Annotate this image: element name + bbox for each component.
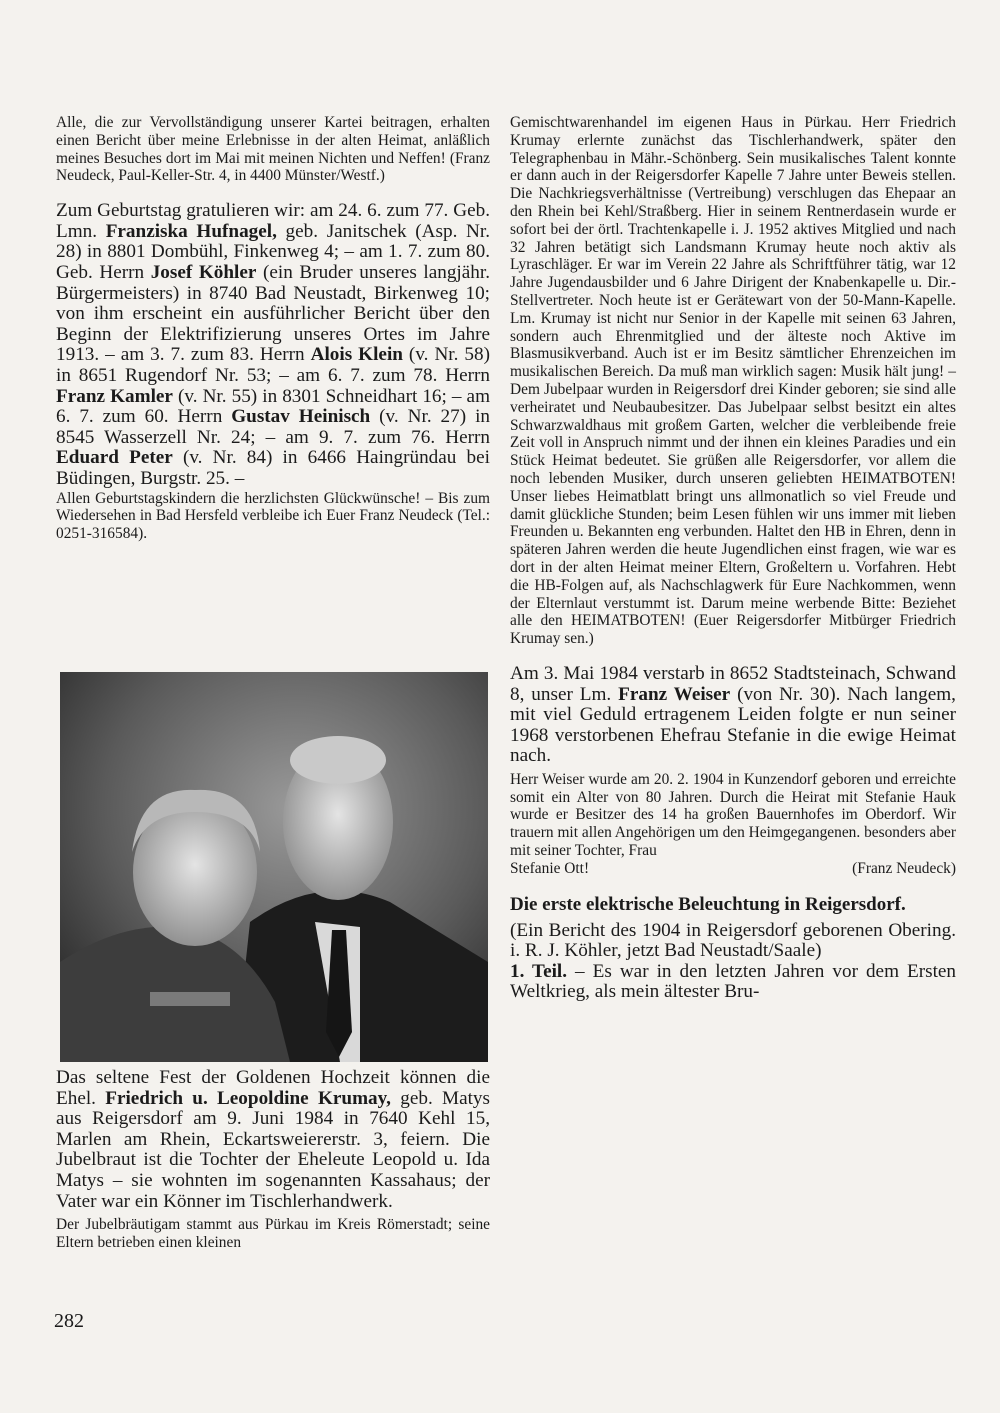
birthday-text: (v. Nr. 58) in 8651 Rugendorf Nr. 53; – am 6. 7. zum 78. Herrn [56,344,490,386]
birthday-name: Franziska Hufnagel, [105,220,277,242]
article-part-one [510,962,956,1003]
birthday-name: Eduard Peter [56,447,173,469]
caption-small-paragraph: Der Jubelbräutigam stammt aus Pürkau im Kreis Römerstadt; seine Eltern betrieben einen kleinen [56,1216,490,1251]
birthday-text: (v. Nr. 84) in 6466 Haingründau bei Büdingen, Burgstr. 25. – [56,447,490,489]
obituary-signature: (Franz Neudeck) [852,859,956,877]
article-heading: Die erste elektrische Beleuchtung in Reigersdorf. [510,893,906,915]
couple-photo-image [60,672,488,1062]
krumay-continuation: Gemischtwarenhandel im eigenen Haus in Pürkau. Herr Friedrich Krumay erlernte zunächst das Tischlerhandwerk, später den Telegraphenbau in Mähr.-Schönberg. Sein musikalisches Talent konnte er dann auch in der Reigersdorfer Kapelle 7 Jahre unter Beweis stellen. Die Nachkriegsverhältnisse (Vertreibung) verschlugen das Ehepaar an den Rhein bei Kehl/Straßberg. Hier in seinem Rentnerdasein wurde er sofort bei der örtl. Trachtenkapelle i. J. 1952 aktives Mitglied und nach 32 Jahren betätigt sich Landsmann Krumay heute noch aktiv als Lyraschläger. Er war im Verein 22 Jahre als Schriftführer tätig, war 12 Jahre Jugendausbilder und 6 Jahre Dirigent der Knabenkapelle u. Dir.-Stellvertreter. Noch heute ist er Gerätewart von der 50-Mann-Kapelle. Lm. Krumay ist nicht nur Senior in der Kapelle mit seinen 63 Jahren, sondern auch Ehrenmitglied und der älteste noch Aktive im Blasmusikverband. Auch ist er im Besitz sämtlicher Ehrenzeichen im musikalischen Bereich. Da muß man wirklich sagen: Musik hält jung! – Dem Jubelpaar wurden in Reigersdorf drei Kinder geboren; sie sind alle verheiratet und Neubaubesitzer. Das Jubelpaar selbst besitzt ein altes Schwarzwaldhaus mit großem Garten, welcher die verbleibende freie Zeit voll in Anspruch nimmt und der ihnen ein kleines Paradies und ein Stück Heimat bedeutet. Sie grüßen alle Reigersdorfer, vor allem die noch lebenden Musiker, durch unseren geliebten HEIMATBOTEN! Unser liebes Heimatblatt bringt uns allmonatlich so viel Freude und damit glückliche Stunden; beim Lesen fühlen wir uns immer mit lieben Freunden u. Bekannten eng verbunden. Haltet den HB in Ehren, denn in späteren Jahren werden die heute Jugendlichen einst fragen, wie war es dort in der alten Heimat meiner Eltern, Großeltern u. Vorfahren. Hebt die HB-Folgen auf, als Nachschlagwerk für Eure Nachkommen, wenn der Elternlaut verstummt ist. Darum meine werbende Bitte: Beziehet alle den HEIMATBOTEN! (Euer Reigersdorfer Mitbürger Friedrich Krumay sen.) [510,114,956,648]
obituary-detail: Herr Weiser wurde am 20. 2. 1904 in Kunzendorf geboren und erreichte somit ein Alter von 80 Jahren. Durch die Heirat mit Stefanie Hauk wurde er Besitzer des 14 ha großen Bauernhofes im Oberdorf. Wir trauern mit allen Angehörigen um den Heimgegangenen. besonders aber mit seiner Tochter, Frau [510,770,956,860]
birthday-text: (v. Nr. 27) in 8545 Wasserzell Nr. 24; – am 9. 7. zum 76. Herrn [56,406,490,448]
right-column [510,114,956,1003]
birthday-name: Gustav Heinisch [231,406,371,428]
caption-paragraph [56,1068,490,1212]
closing-paragraph: Allen Geburtstagskindern die herzlichsten Glückwünsche! – Bis zum Wiedersehen in Bad Hersfeld verbleibe ich Euer Franz Neudeck (Tel.: 0251-316584). [56,489,490,543]
article-part-text: – Es war in den letzten Jahren vor dem Ersten Weltkrieg, als mein ältester Bru- [510,960,957,1003]
birthday-text: Zum Geburtstag gratulieren wir: am 24. 6. zum 77. Geb. Lmn. [56,200,490,242]
page-number: 282 [54,1310,84,1332]
birthday-text: (v. Nr. 55) in 8301 Schneidhart 16; – am 6. 7. zum 60. Herrn [56,385,490,428]
obituary-text: Am 3. Mai 1984 verstarb in 8652 Stadtsteinach, Schwand 8, unser Lm. [510,662,956,705]
couple-photo [60,672,488,1062]
obituary-signature-line [510,860,956,878]
caption-text: Das seltene Fest der Goldenen Hochzeit können die Ehel. [56,1067,490,1109]
birthday-paragraph [56,201,490,489]
article-part-label: 1. Teil. [510,960,568,982]
photo-caption [56,1068,490,1252]
obituary-text: (von Nr. 30). Nach langem, mit viel Geduld ertragenem Leiden folgte er nun seiner 1968 verstorbenen Ehefrau Stefanie in die ewige Heimat nach. [510,683,956,767]
intro-paragraph: Alle, die zur Vervollständigung unserer Kartei beitragen, erhalten einen Bericht über meine Erlebnisse in der alten Heimat, anläßlich meines Besuches dort im Mai mit meinen Nichten und Neffen! (Franz Neudeck, Paul-Keller-Str. 4, in 4400 Münster/Westf.) [56,114,490,185]
caption-text: geb. Matys aus Reigersdorf am 9. Juni 1984 in 7640 Kehl 15, Marlen am Rhein, Eckartsweiererstr. 3, feiern. Die Jubelbraut ist die Tochter der Eheleute Leopold u. Ida Matys – sie wohnten im sogenannten Kassahaus; der Vater war ein Könner im Tischlerhandwerk. [56,1087,490,1212]
obituary-paragraph [510,664,956,767]
birthday-name: Alois Klein [310,344,403,366]
birthday-text: geb. Janitschek (Asp. Nr. 28) in 8801 Dombühl, Finkenweg 4; – am 1. 7. zum 80. Geb. Herrn [56,220,490,283]
birthday-name: Franz Kamler [56,385,173,407]
birthday-name: Josef Köhler [150,261,257,283]
caption-names: Friedrich u. Leopoldine Krumay, [105,1087,391,1109]
left-column [56,114,490,543]
obituary-last-text: Stefanie Ott! [510,859,590,877]
article-subtitle: (Ein Bericht des 1904 in Reigersdorf geborenen Obering. i. R. J. Köhler, jetzt Bad Neustadt/Saale) [510,919,956,962]
obituary-name: Franz Weiser [618,683,731,705]
birthday-text: (ein Bruder unseres langjähr. Bürgermeisters) in 8740 Bad Neustadt, Birkenweg 10; von ihm erscheint ein ausführlicher Bericht über den Beginn der Elektrifizierung unseres Ortes im Jahre 1913. – am 3. 7. zum 83. Herrn [56,261,490,366]
